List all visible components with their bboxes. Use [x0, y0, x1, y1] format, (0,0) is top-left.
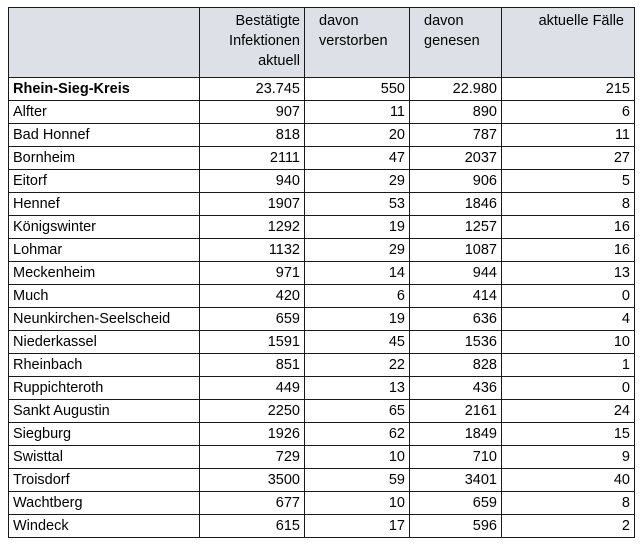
table-row: [9, 101, 635, 124]
cell-current-cases: 1: [502, 354, 635, 377]
cell-current-cases: 15: [502, 423, 635, 446]
cell-municipality: Troisdorf: [9, 469, 200, 492]
cell-deceased: 17: [305, 515, 410, 538]
cell-deceased: 10: [305, 446, 410, 469]
cell-confirmed: 907: [200, 101, 305, 124]
cell-deceased: 20: [305, 124, 410, 147]
cell-confirmed: 23.745: [200, 78, 305, 101]
cell-recovered: 414: [410, 285, 502, 308]
spreadsheet-table-container: [8, 7, 635, 538]
cell-current-cases: 13: [502, 262, 635, 285]
cell-recovered: 890: [410, 101, 502, 124]
cell-deceased: 59: [305, 469, 410, 492]
cell-confirmed: 729: [200, 446, 305, 469]
header-cell-deceased: davon verstorben: [305, 8, 410, 78]
table-row: [9, 423, 635, 446]
cell-municipality: Neunkirchen-Seelscheid: [9, 308, 200, 331]
table-row: [9, 170, 635, 193]
cell-current-cases: 24: [502, 400, 635, 423]
cell-municipality: Sankt Augustin: [9, 400, 200, 423]
cell-municipality: Hennef: [9, 193, 200, 216]
cell-confirmed: 659: [200, 308, 305, 331]
table-row: [9, 147, 635, 170]
cell-recovered: 2037: [410, 147, 502, 170]
cell-deceased: 10: [305, 492, 410, 515]
cell-confirmed: 677: [200, 492, 305, 515]
cell-confirmed: 2111: [200, 147, 305, 170]
cell-municipality: Bad Honnef: [9, 124, 200, 147]
header-cell-confirmed-infections: Bestätigte Infektionen aktuell: [200, 8, 305, 78]
header-row: [9, 8, 635, 78]
cell-confirmed: 1926: [200, 423, 305, 446]
cell-confirmed: 1591: [200, 331, 305, 354]
cell-recovered: 2161: [410, 400, 502, 423]
cell-deceased: 22: [305, 354, 410, 377]
table-row: [9, 285, 635, 308]
cell-recovered: 944: [410, 262, 502, 285]
cell-current-cases: 10: [502, 331, 635, 354]
table-row: [9, 262, 635, 285]
cell-current-cases: 27: [502, 147, 635, 170]
cell-current-cases: 40: [502, 469, 635, 492]
infection-statistics-table: [8, 7, 635, 538]
cell-current-cases: 4: [502, 308, 635, 331]
cell-confirmed: 615: [200, 515, 305, 538]
cell-municipality: Bornheim: [9, 147, 200, 170]
cell-confirmed: 2250: [200, 400, 305, 423]
table-row: [9, 400, 635, 423]
cell-recovered: 787: [410, 124, 502, 147]
cell-confirmed: 818: [200, 124, 305, 147]
cell-municipality: Meckenheim: [9, 262, 200, 285]
cell-municipality: Swisttal: [9, 446, 200, 469]
cell-municipality: Rheinbach: [9, 354, 200, 377]
cell-municipality: Königswinter: [9, 216, 200, 239]
cell-current-cases: 215: [502, 78, 635, 101]
cell-recovered: 3401: [410, 469, 502, 492]
cell-deceased: 19: [305, 216, 410, 239]
cell-recovered: 596: [410, 515, 502, 538]
cell-recovered: 636: [410, 308, 502, 331]
cell-deceased: 19: [305, 308, 410, 331]
cell-current-cases: 8: [502, 492, 635, 515]
table-row: [9, 446, 635, 469]
cell-deceased: 29: [305, 239, 410, 262]
cell-recovered: 22.980: [410, 78, 502, 101]
cell-confirmed: 449: [200, 377, 305, 400]
cell-current-cases: 16: [502, 239, 635, 262]
cell-confirmed: 851: [200, 354, 305, 377]
cell-municipality: Windeck: [9, 515, 200, 538]
cell-confirmed: 1132: [200, 239, 305, 262]
cell-current-cases: 11: [502, 124, 635, 147]
cell-recovered: 1087: [410, 239, 502, 262]
cell-confirmed: 1907: [200, 193, 305, 216]
cell-deceased: 11: [305, 101, 410, 124]
table-row: [9, 331, 635, 354]
table-row: [9, 239, 635, 262]
cell-confirmed: 971: [200, 262, 305, 285]
cell-confirmed: 3500: [200, 469, 305, 492]
cell-current-cases: 6: [502, 101, 635, 124]
cell-confirmed: 1292: [200, 216, 305, 239]
cell-deceased: 62: [305, 423, 410, 446]
table-row: [9, 193, 635, 216]
cell-confirmed: 420: [200, 285, 305, 308]
table-row: [9, 377, 635, 400]
cell-deceased: 6: [305, 285, 410, 308]
cell-recovered: 1849: [410, 423, 502, 446]
cell-deceased: 45: [305, 331, 410, 354]
cell-confirmed: 940: [200, 170, 305, 193]
table-row: [9, 124, 635, 147]
cell-municipality: Wachtberg: [9, 492, 200, 515]
cell-recovered: 436: [410, 377, 502, 400]
cell-municipality: Eitorf: [9, 170, 200, 193]
cell-current-cases: 2: [502, 515, 635, 538]
cell-deceased: 29: [305, 170, 410, 193]
total-row: [9, 78, 635, 101]
cell-municipality: Niederkassel: [9, 331, 200, 354]
cell-recovered: 1536: [410, 331, 502, 354]
cell-municipality: Ruppichteroth: [9, 377, 200, 400]
cell-recovered: 1846: [410, 193, 502, 216]
cell-municipality: Much: [9, 285, 200, 308]
cell-current-cases: 8: [502, 193, 635, 216]
cell-current-cases: 0: [502, 285, 635, 308]
cell-municipality: Lohmar: [9, 239, 200, 262]
cell-recovered: 659: [410, 492, 502, 515]
cell-deceased: 550: [305, 78, 410, 101]
cell-recovered: 710: [410, 446, 502, 469]
cell-recovered: 906: [410, 170, 502, 193]
table-row: [9, 308, 635, 331]
header-cell-current-cases: aktuelle Fälle: [502, 8, 635, 78]
cell-deceased: 65: [305, 400, 410, 423]
cell-current-cases: 0: [502, 377, 635, 400]
cell-municipality: Rhein-Sieg-Kreis: [9, 78, 200, 101]
cell-municipality: Siegburg: [9, 423, 200, 446]
cell-deceased: 14: [305, 262, 410, 285]
cell-deceased: 13: [305, 377, 410, 400]
cell-recovered: 1257: [410, 216, 502, 239]
table-row: [9, 515, 635, 538]
cell-current-cases: 16: [502, 216, 635, 239]
table-row: [9, 469, 635, 492]
cell-current-cases: 9: [502, 446, 635, 469]
table-row: [9, 216, 635, 239]
cell-recovered: 828: [410, 354, 502, 377]
table-row: [9, 492, 635, 515]
cell-deceased: 47: [305, 147, 410, 170]
cell-municipality: Alfter: [9, 101, 200, 124]
header-cell-municipality: [9, 8, 200, 78]
cell-current-cases: 5: [502, 170, 635, 193]
cell-deceased: 53: [305, 193, 410, 216]
header-cell-recovered: davon genesen: [410, 8, 502, 78]
table-row: [9, 354, 635, 377]
